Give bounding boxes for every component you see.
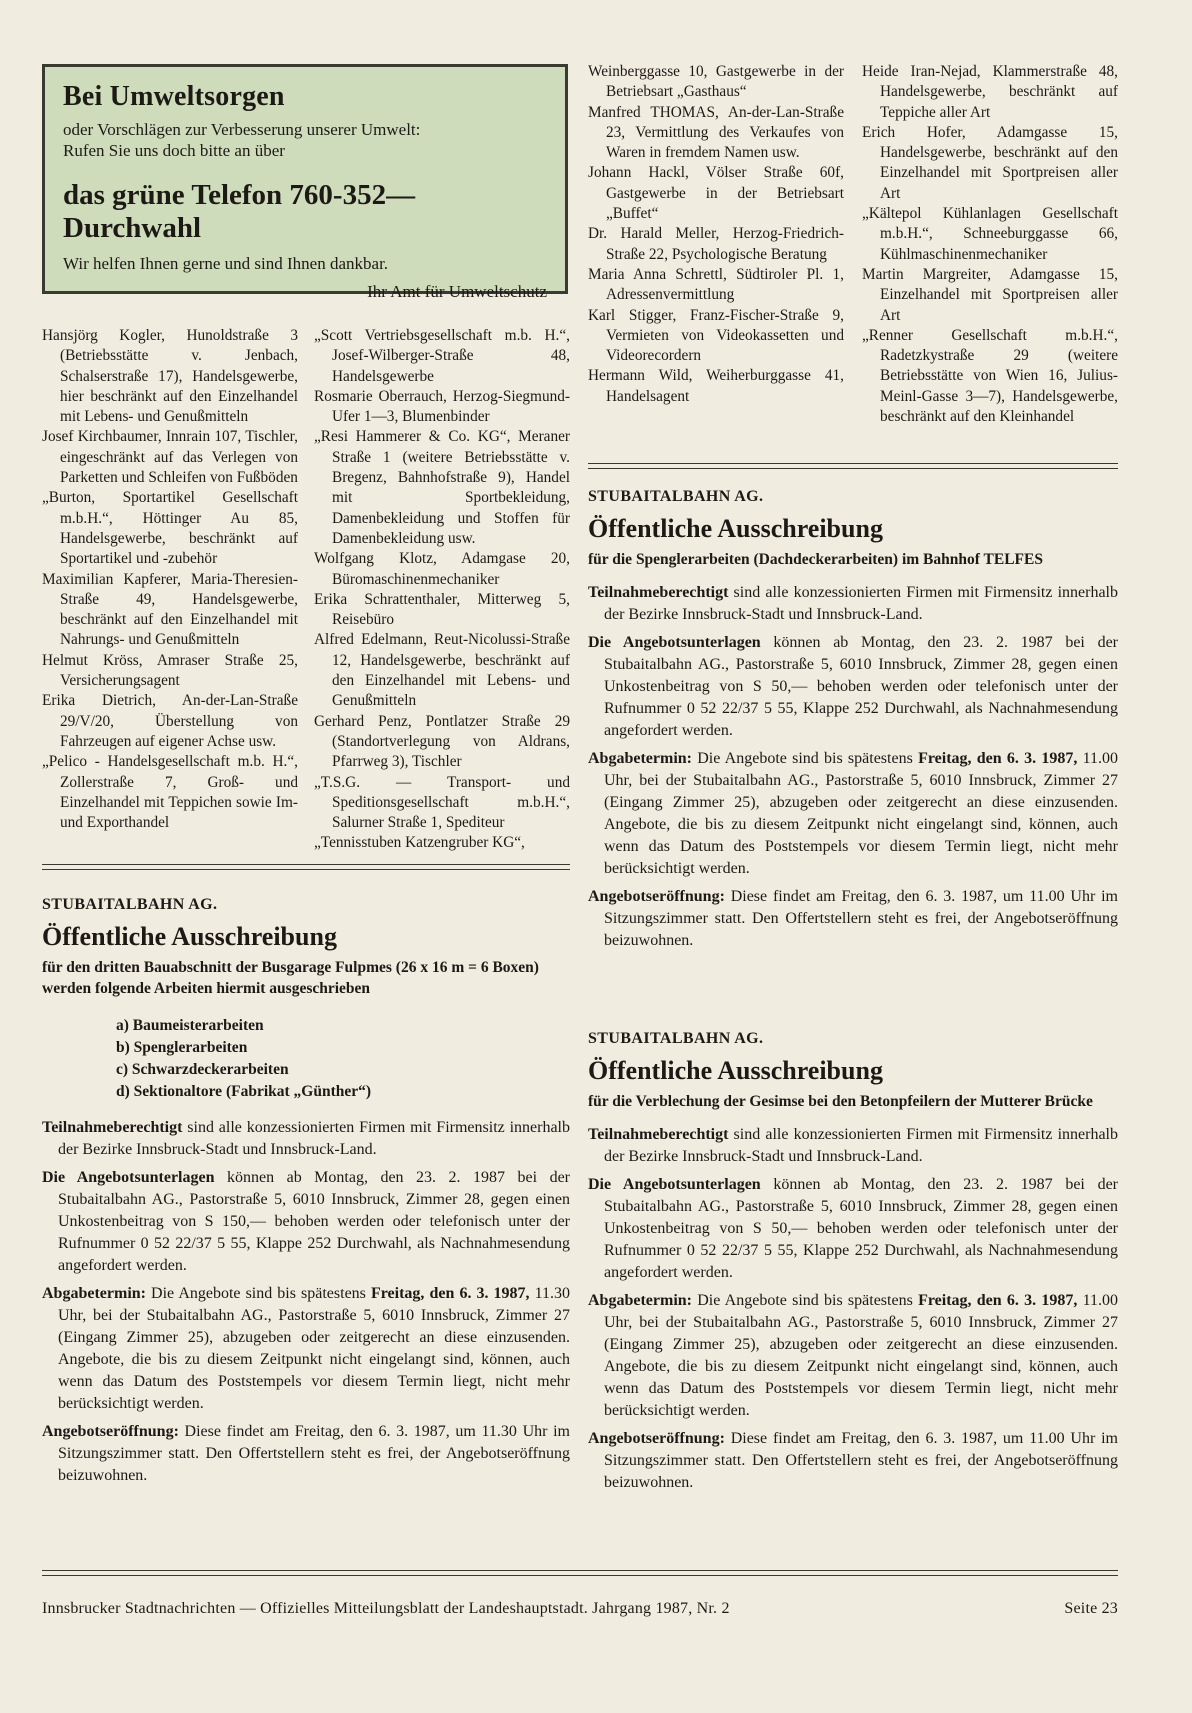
announcement-title: Öffentliche Ausschreibung (42, 922, 337, 951)
announcement-org: STUBAITALBAHN AG. (588, 1030, 764, 1047)
paragraph-opening: Angebotseröffnung: Diese findet am Freitag, den 6. 3. 1987, um 11.00 Uhr im Sitzungszimmer statt. Den Offertstellern steht es frei, der Angebotseröffnung beizuwohnen. (588, 888, 1118, 949)
announcement-mutterer-bruecke (588, 1030, 1118, 1500)
list-item: b) Spenglerarbeiten (116, 1039, 248, 1056)
list-item: Josef Kirchbaumer, Innrain 107, Tischler, eingeschränkt auf das Verlegen von Parketten und Schleifen von Fußböden (42, 428, 298, 487)
list-item: Karl Stigger, Franz-Fischer-Straße 9, Vermieten von Videokassetten und Videorecordern (588, 306, 844, 365)
box-line-3: Wir helfen Ihnen gerne und sind Ihnen dankbar. (63, 254, 389, 273)
list-item: a) Baumeisterarbeiten (116, 1017, 264, 1034)
divider-bottom (42, 1570, 1118, 1576)
list-item: Heide Iran-Nejad, Klammerstraße 48, Handelsgewerbe, beschränkt auf Teppiche aller Art (862, 63, 1118, 121)
paragraph-documents: Die Angebotsunterlagen können ab Montag, den 23. 2. 1987 bei der Stubaitalbahn AG., Pastorstraße 5, 6010 Innsbruck, Zimmer 28, gegen einen Unkostenbeitrag von S 50,— behoben werden oder telefonisch unter der Rufnummer 0 52 22/37 5 55, Klappe 252 Durchwahl, als Nachnahmesendung angefordert werden. (588, 634, 1119, 739)
list-item: c) Schwarzdeckerarbeiten (116, 1061, 289, 1078)
announcement-org: STUBAITALBAHN AG. (42, 896, 218, 913)
list-item: „Renner Gesellschaft m.b.H.“, Radetzkystraße 29 (weitere Betriebsstätte von Wien 16, Julius-Meinl-Gasse 3—7), Handelsgewerbe, beschränkt auf den Kleinhandel (862, 326, 1118, 426)
paragraph-eligibility: Teilnahmeberechtigt sind alle konzessionierten Firmen mit Firmensitz innerhalb der Bezirke Innsbruck-Stadt und Innsbruck-Land. (42, 1119, 570, 1158)
paragraph-deadline: Abgabetermin: Die Angebote sind bis spätestens Freitag, den 6. 3. 1987, 11.30 Uhr, bei der Stubaitalbahn AG., Pastorstraße 5, 6010 Innsbruck, Zimmer 27 (Eingang Zimmer 25), abzugeben oder zeitgerecht an diese einzusenden. Angebote, die bis zu diesem Zeitpunkt nicht eingelangt sind, können, auch wenn das Datum des Poststempels vor diesem Termin liegt, nicht mehr berücksichtigt werden. (42, 1285, 571, 1412)
announcement-subtitle: für die Verblechung der Gesimse bei den Betonpfeilern der Mutterer Brücke (588, 1093, 1093, 1110)
list-item: „Burton, Sportartikel Gesellschaft m.b.H.“, Höttinger Au 85, Handelsgewerbe, beschränkt auf Sportartikel und -zubehör (42, 489, 298, 568)
list-item: Erika Dietrich, An-der-Lan-Straße 29/V/20, Überstellung von Fahrzeugen auf eigener Achse usw. (42, 692, 298, 750)
divider-left (42, 864, 570, 870)
list-item: Maria Anna Schrettl, Südtiroler Pl. 1, Adressenvermittlung (588, 265, 844, 304)
announcement-telfes (588, 488, 1118, 958)
environment-hotline-box (42, 64, 568, 301)
list-item: Helmut Kröss, Amraser Straße 25, Versicherungsagent (42, 651, 298, 690)
list-item: „T.S.G. — Transport- und Speditionsgesellschaft m.b.H.“, Salurner Straße 1, Spediteur (314, 773, 570, 832)
list-item: „Scott Vertriebsgesellschaft m.b. H.“, Josef-Wilberger-Straße 48, Handelsgewerbe (314, 327, 570, 385)
list-item: „Resi Hammerer & Co. KG“, Meraner Straße 1 (weitere Betriebsstätte v. Bregenz, Bahnhofstraße 9), Handel mit Sportbekleidung, Damenbekleidung und Stoffen für Damenbekleidung usw. (314, 428, 570, 547)
entries-column-4 (862, 62, 1118, 427)
entries-column-2 (314, 326, 570, 854)
list-item: Manfred THOMAS, An-der-Lan-Straße 23, Vermittlung des Verkaufes von Waren in fremdem Namen usw. (588, 103, 844, 162)
footer-page-number: Seite 23 (1064, 1600, 1118, 1617)
paragraph-opening: Angebotseröffnung: Diese findet am Freitag, den 6. 3. 1987, um 11.30 Uhr im Sitzungszimmer statt. Den Offertstellern steht es frei, der Angebotseröffnung beizuwohnen. (42, 1423, 570, 1484)
paragraph-eligibility: Teilnahmeberechtigt sind alle konzessionierten Firmen mit Firmensitz innerhalb der Bezirke Innsbruck-Stadt und Innsbruck-Land. (588, 584, 1118, 623)
list-item: „Tennisstuben Katzengruber KG“, (314, 834, 525, 852)
list-item: Wolfgang Klotz, Adamgase 20, Büromaschinenmechaniker (314, 550, 570, 588)
announcement-busgarage (42, 896, 570, 1493)
announcement-org: STUBAITALBAHN AG. (588, 488, 764, 505)
announcement-subtitle: für die Spenglerarbeiten (Dachdeckerarbeiten) im Bahnhof TELFES (588, 551, 1043, 568)
paragraph-documents: Die Angebotsunterlagen können ab Montag, den 23. 2. 1987 bei der Stubaitalbahn AG., Pastorstraße 5, 6010 Innsbruck, Zimmer 28, gegen einen Unkostenbeitrag von S 50,— behoben werden oder telefonisch unter der Rufnummer 0 52 22/37 5 55, Klappe 252 Durchwahl, als Nachnahmesendung angefordert werden. (588, 1176, 1119, 1281)
work-items-list (116, 1015, 570, 1103)
entries-column-1 (42, 326, 298, 833)
paragraph-deadline: Abgabetermin: Die Angebote sind bis spätestens Freitag, den 6. 3. 1987, 11.00 Uhr, bei der Stubaitalbahn AG., Pastorstraße 5, 6010 Innsbruck, Zimmer 27 (Eingang Zimmer 25), abzugeben oder zeitgerecht an diese einzusenden. Angebote, die bis zu diesem Zeitpunkt nicht eingelangt sind, können, auch wenn das Datum des Poststempels vor diesem Termin liegt, nicht mehr berücksichtigt werden. (588, 1292, 1119, 1419)
list-item: Maximilian Kapferer, Maria-Theresien-Straße 49, Handelsgewerbe, beschränkt auf den Einzelhandel mit Nahrungs- und Genußmitteln (42, 570, 298, 649)
footer-publication: Innsbrucker Stadtnachrichten — Offizielles Mitteilungsblatt der Landeshauptstadt. Jahrgang 1987, Nr. 2 (42, 1600, 730, 1617)
box-line-1: oder Vorschlägen zur Verbesserung unserer Umwelt: (63, 120, 421, 139)
box-signature: Ihr Amt für Umweltschutz (367, 282, 547, 301)
paragraph-deadline: Abgabetermin: Die Angebote sind bis spätestens Freitag, den 6. 3. 1987, 11.00 Uhr, bei der Stubaitalbahn AG., Pastorstraße 5, 6010 Innsbruck, Zimmer 27 (Eingang Zimmer 25), abzugeben oder zeitgerecht an diese einzusenden. Angebote, die bis zu diesem Zeitpunkt nicht eingelangt sind, können, auch wenn das Datum des Poststempels vor diesem Termin liegt, nicht mehr berücksichtigt werden. (588, 750, 1119, 877)
announcement-title: Öffentliche Ausschreibung (588, 514, 883, 543)
list-item: d) Sektionaltore (Fabrikat „Günther“) (116, 1083, 372, 1100)
list-item: Dr. Harald Meller, Herzog-Friedrich-Straße 22, Psychologische Beratung (588, 225, 844, 263)
box-line-2: Rufen Sie uns doch bitte an über (63, 141, 285, 160)
paragraph-documents: Die Angebotsunterlagen können ab Montag, den 23. 2. 1987 bei der Stubaitalbahn AG., Pastorstraße 5, 6010 Innsbruck, Zimmer 28, gegen einen Unkostenbeitrag von S 150,— behoben werden oder telefonisch unter der Rufnummer 0 52 22/37 5 55, Klappe 252 Durchwahl, als Nachnahmesendung angefordert werden. (42, 1169, 570, 1274)
box-phone-heading: das grüne Telefon 760-352—Durchwahl (63, 179, 416, 244)
paragraph-opening: Angebotseröffnung: Diese findet am Freitag, den 6. 3. 1987, um 11.00 Uhr im Sitzungszimmer statt. Den Offertstellern steht es frei, der Angebotseröffnung beizuwohnen. (588, 1430, 1118, 1491)
box-title: Bei Umweltsorgen (63, 81, 285, 112)
list-item: Erika Schrattenthaler, Mitterweg 5, Reisebüro (314, 590, 570, 629)
list-item: „Kältepol Kühlanlagen Gesellschaft m.b.H.“, Schneeburggasse 66, Kühlmaschinenmechaniker (862, 205, 1118, 263)
list-item: Alfred Edelmann, Reut-Nicolussi-Straße 12, Handelsgewerbe, beschränkt auf den Einzelhandel mit Lebens- und Genußmitteln (314, 631, 570, 710)
list-item: Weinberggasse 10, Gastgewerbe in der Betriebsart „Gasthaus“ (588, 63, 844, 101)
list-item: Rosmarie Oberrauch, Herzog-Siegmund-Ufer 1—3, Blumenbinder (314, 387, 570, 426)
announcement-subtitle: für den dritten Bauabschnitt der Busgarage Fulpmes (26 x 16 m = 6 Boxen) werden folgende Arbeiten hiermit ausgeschrieben (42, 959, 539, 997)
list-item: Hermann Wild, Weiherburggasse 41, Handelsagent (588, 367, 844, 405)
list-item: Erich Hofer, Adamgasse 15, Handelsgewerbe, beschränkt auf den Einzelhandel mit Sportpreisen aller Art (862, 123, 1118, 202)
list-item: „Pelico - Handelsgesellschaft m.b. H.“, Zollerstraße 7, Groß- und Einzelhandel mit Teppichen sowie Im- und Exporthandel (42, 753, 298, 832)
divider-right-top (588, 463, 1118, 469)
paragraph-eligibility: Teilnahmeberechtigt sind alle konzessionierten Firmen mit Firmensitz innerhalb der Bezirke Innsbruck-Stadt und Innsbruck-Land. (588, 1126, 1118, 1165)
list-item: Johann Hackl, Völser Straße 60f, Gastgewerbe in der Betriebsart „Buffet“ (588, 164, 844, 223)
list-item: Hansjörg Kogler, Hunoldstraße 3 (Betriebsstätte v. Jenbach, Schalserstraße 17), Handelsgewerbe, hier beschränkt auf den Einzelhandel mit Lebens- und Genußmitteln (42, 327, 298, 426)
list-item: Gerhard Penz, Pontlatzer Straße 29 (Standortverlegung von Aldrans, Pfarrweg 3), Tischler (314, 712, 570, 771)
list-item: Martin Margreiter, Adamgasse 15, Einzelhandel mit Sportpreisen aller Art (862, 265, 1118, 324)
entries-column-3 (588, 62, 844, 407)
announcement-title: Öffentliche Ausschreibung (588, 1056, 883, 1085)
